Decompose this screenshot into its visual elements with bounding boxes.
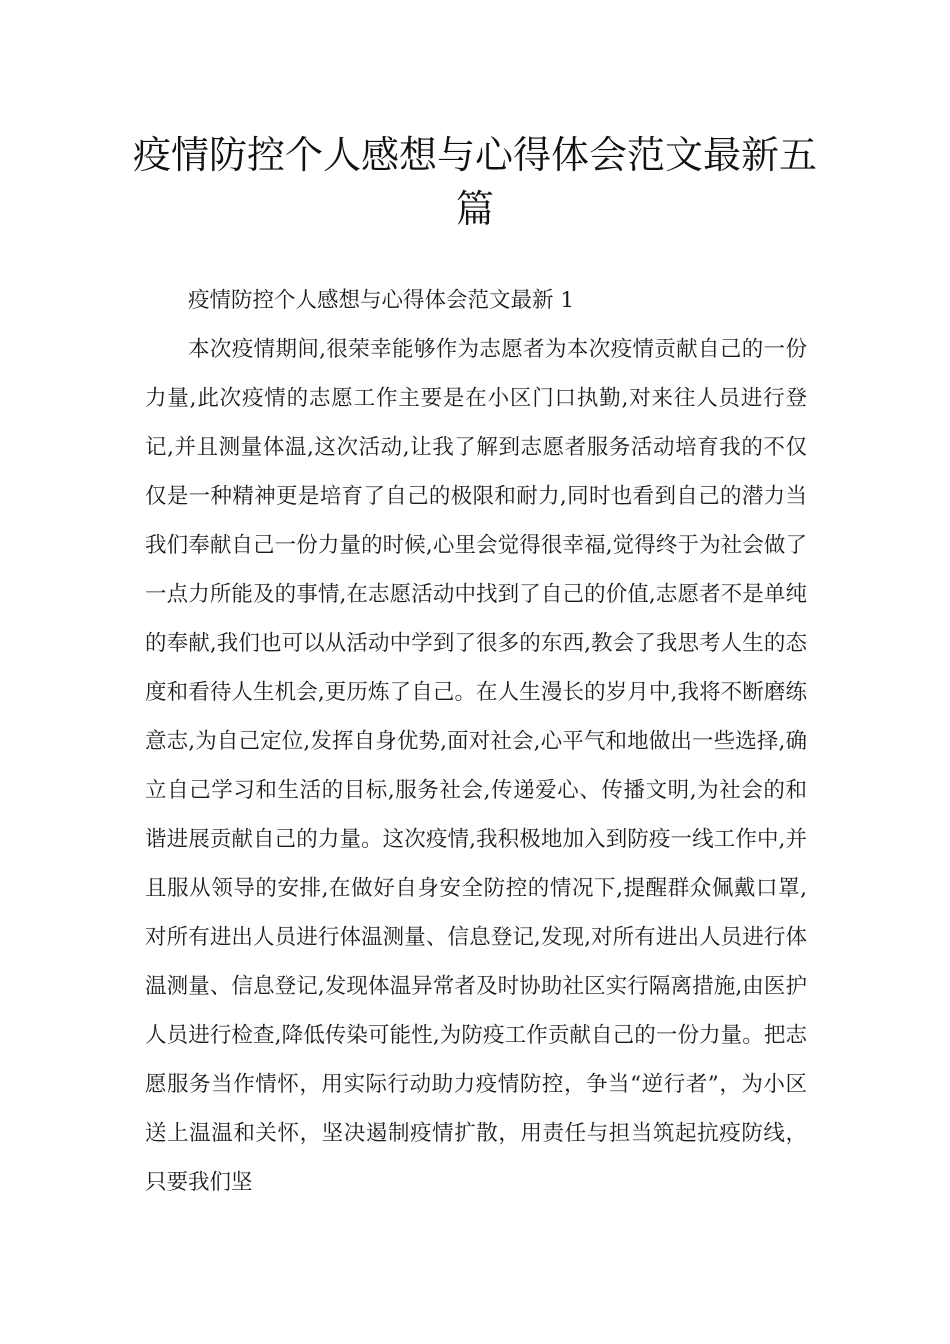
document-title: 疫情防控个人感想与心得体会范文最新五篇 — [132, 133, 817, 231]
section-heading: 疫情防控个人感想与心得体会范文最新 1 — [188, 288, 575, 313]
body-paragraph: 本次疫情期间,很荣幸能够作为志愿者为本次疫情贡献自己的一份力量,此次疫情的志愿工作主要是在小区门口执勤,对来往人员进行登记,并且测量体温,这次活动,让我了解到志愿者服务活动培育我的不仅仅是一种精神更是培育了自己的极限和耐力,同时也看到自己的潜力当我们奉献自己一份力量的时候,心里会觉得很幸福,觉得终于为社会做了一点力所能及的事情,在志愿活动中找到了自己的价值,志愿者不是单纯的奉献,我们也可以从活动中学到了很多的东西,教会了我思考人生的态度和看待人生机会,更历炼了自己。在人生漫长的岁月中,我将不断磨练意志,为自己定位,发挥自身优势,面对社会,心平气和地做出一些选择,确立自己学习和生活的目标,服务社会,传递爱心、传播文明,为社会的和谐进展贡献自己的力量。这次疫情,我积极地加入到防疫一线工作中,并且服从领导的安排,在做好自身安全防控的情况下,提醒群众佩戴口罩,对所有进出人员进行体温测量、信息登记,发现,对所有进出人员进行体温测量、信息登记,发现体温异常者及时协助社区实行隔离措施,由医护人员进行检查,降低传染可能性,为防疫工作贡献自己的一份力量。把志愿服务当作情怀，用实际行动助力疫情防控，争当“逆行者”，为小区送上温温和关怀，坚决遏制疫情扩散，用责任与担当筑起抗疫防线，只要我们坚 — [145, 337, 807, 1195]
document-body — [145, 276, 807, 1207]
